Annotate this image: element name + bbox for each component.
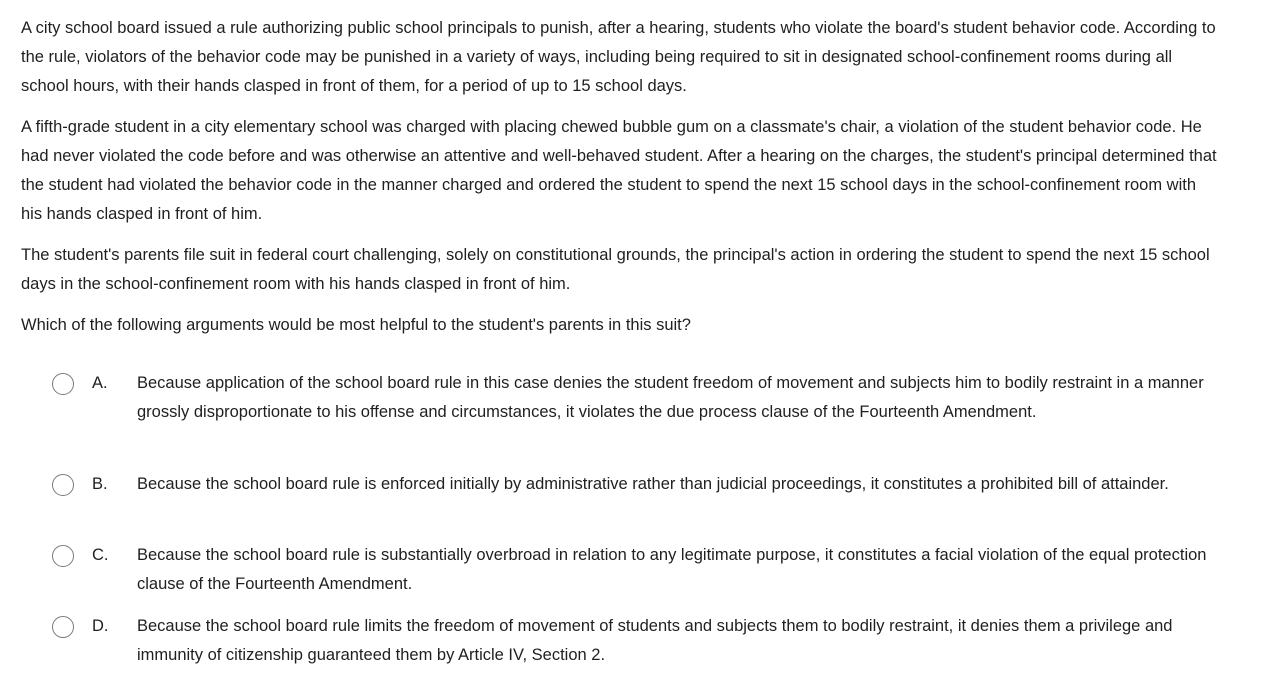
radio-button-b[interactable] [52,474,74,496]
option-text-d: Because the school board rule limits the freedom of movement of students and subjects them to bodily restraint, it denies them a privilege and immunity of citizenship guaranteed them by Article IV, Section 2. [137,617,1173,664]
option-text-c: Because the school board rule is substantially overbroad in relation to any legitimate purpose, it constitutes a facial violation of the equal protection clause of the Fourteenth Amendment. [137,546,1207,593]
stem-paragraph-2: A fifth-grade student in a city elementary school was charged with placing chewed bubble gum on a classmate's chair, a violation of the student behavior code. He had never violated the code before and was otherwise an attentive and well-behaved student. After a hearing on the charges, the student's principal determined that the student had violated the behavior code in the manner charged and ordered the student to spend the next 15 school days in the school-confinement room with his hands clasped in front of him. [21,118,1217,223]
stem-paragraph-3: The student's parents file suit in federal court challenging, solely on constitutional grounds, the principal's action in ordering the student to spend the next 15 school days in the school-confinement room with his hands clasped in front of him. [21,246,1210,293]
option-text-b: Because the school board rule is enforced initially by administrative rather than judicial proceedings, it constitutes a prohibited bill of attainder. [137,475,1169,493]
radio-button-a[interactable] [52,373,74,395]
option-text-a: Because application of the school board rule in this case denies the student freedom of movement and subjects him to bodily restraint in a manner grossly disproportionate to his offense and circumstances, it violates the due process clause of the Fourteenth Amendment. [137,374,1204,421]
option-letter-b: B. [92,475,108,493]
option-letter-c: C. [92,546,109,564]
option-letter-d: D. [92,617,109,635]
radio-button-d[interactable] [52,616,74,638]
question-stem [21,14,1221,352]
option-letter-a: A. [92,374,108,392]
radio-button-c[interactable] [52,545,74,567]
question-prompt: Which of the following arguments would be most helpful to the student's parents in this suit? [21,316,691,334]
stem-paragraph-1: A city school board issued a rule authorizing public school principals to punish, after a hearing, students who violate the board's student behavior code. According to the rule, violators of the behavior code may be punished in a variety of ways, including being required to sit in designated school-confinement rooms during all school hours, with their hands clasped in front of them, for a period of up to 15 school days. [21,19,1216,95]
